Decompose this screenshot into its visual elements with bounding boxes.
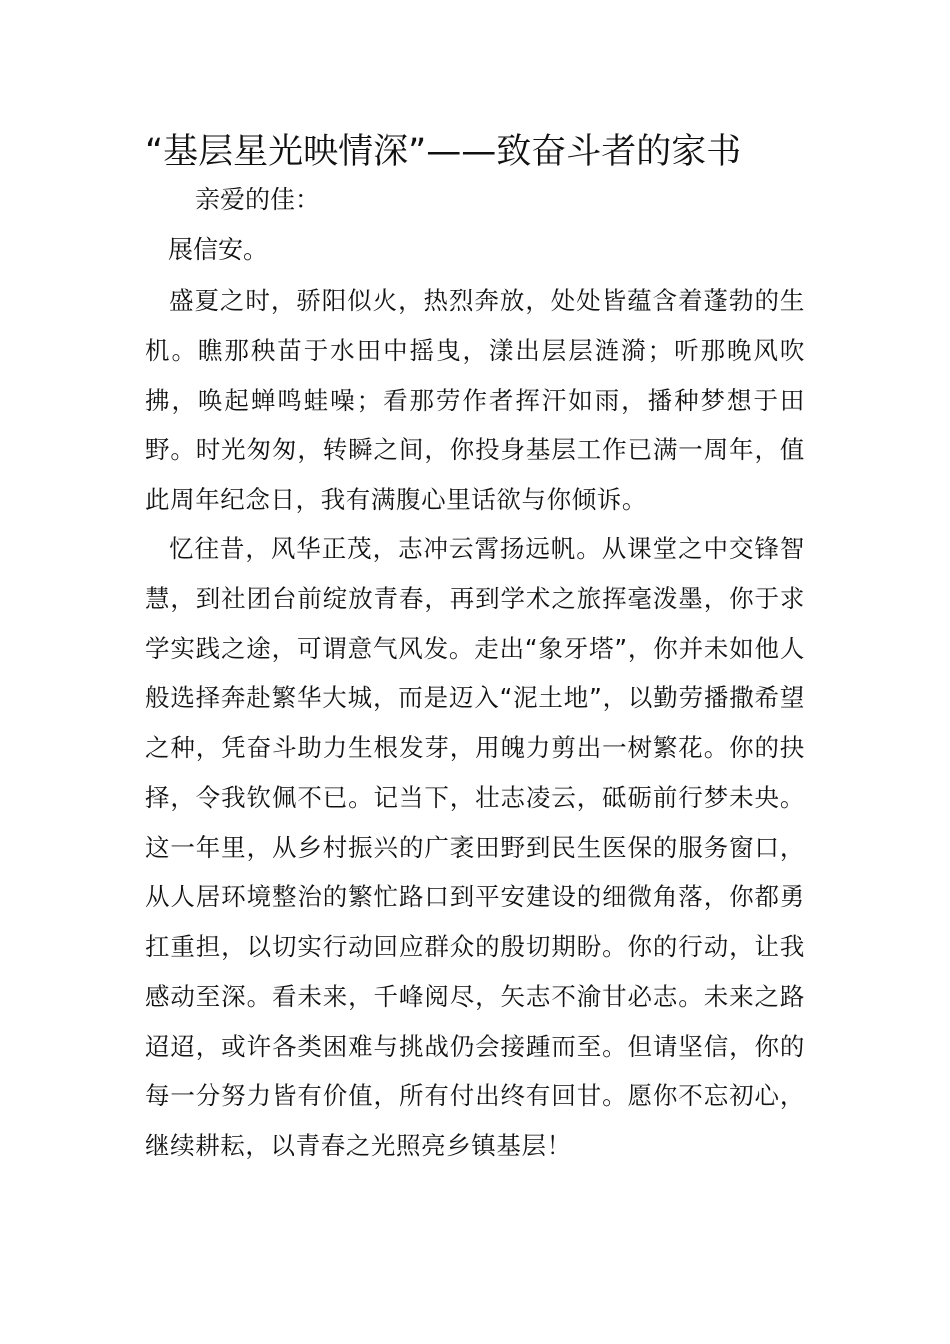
letter-salutation: 亲爱的佳：: [195, 185, 321, 214]
letter-greeting: 展信安。: [168, 235, 269, 264]
letter-paragraph-1: 盛夏之时，骄阳似火，热烈奔放，处处皆蕴含着蓬勃的生机。瞧那秧苗于水田中摇曳，漾出层层涟漪；听那晚风吹拂，唤起蝉鸣蛙噪；看那劳作者挥汗如雨，播种梦想于田野。时光匆匆，转瞬之间，你投身基层工作已满一周年，值此周年纪念日，我有满腹心里话欲与你倾诉。: [145, 286, 805, 514]
letter-title: “基层星光映情深”——致奋斗者的家书: [145, 132, 742, 172]
letter-paragraph-2: 忆往昔，风华正茂，志冲云霄扬远帆。从课堂之中交锋智慧，到社团台前绽放青春，再到学术之旅挥毫泼墨，你于求学实践之途，可谓意气风发。走出“象牙塔”，你并未如他人般选择奔赴繁华大城，而是迈入“泥土地”，以勤劳播撒希望之种，凭奋斗助力生根发芽，用魄力剪出一树繁花。你的抉择，令我钦佩不已。记当下，壮志凌云，砥砺前行梦未央。这一年里，从乡村振兴的广袤田野到民生医保的服务窗口，从人居环境整治的繁忙路口到平安建设的细微角落，你都勇扛重担，以切实行动回应群众的殷切期盼。你的行动，让我感动至深。看未来，千峰阅尽，矢志不渝甘必志。未来之路迢迢，或许各类困难与挑战仍会接踵而至。但请坚信，你的每一分努力皆有价值，所有付出终有回甘。愿你不忘初心，继续耕耘，以青春之光照亮乡镇基层！: [145, 534, 805, 1160]
